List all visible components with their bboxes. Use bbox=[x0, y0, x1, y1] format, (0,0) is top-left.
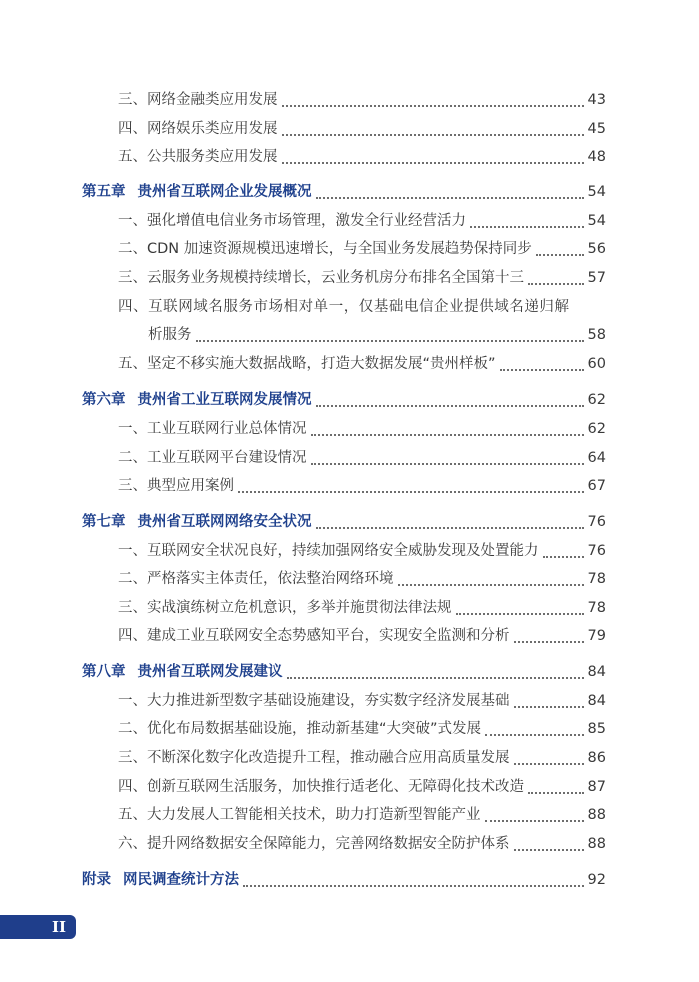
page-number: 54 bbox=[587, 184, 606, 200]
section-title: 二、CDN 加速资源规模迅速增长，与全国业务发展趋势保持同步 bbox=[118, 241, 532, 257]
leader-dots bbox=[514, 848, 584, 851]
page-number: 78 bbox=[587, 600, 606, 616]
section-title: 三、云服务业务规模持续增长，云业务机房分布排名全国第十三 bbox=[118, 270, 524, 286]
leader-dots bbox=[238, 490, 584, 493]
page-number: 79 bbox=[587, 628, 606, 644]
toc-section-entry[interactable] bbox=[0, 566, 606, 592]
leader-dots bbox=[282, 161, 584, 164]
page-number: 67 bbox=[587, 478, 606, 494]
page-number: 92 bbox=[587, 872, 606, 888]
chapter-number: 附录 bbox=[82, 872, 111, 888]
page-number: 64 bbox=[587, 450, 606, 466]
page-number: 88 bbox=[587, 807, 606, 823]
toc-chapter-entry[interactable] bbox=[0, 867, 606, 893]
section-title: 三、实战演练树立危机意识，多举并施贯彻法律法规 bbox=[118, 600, 452, 616]
toc-section-entry[interactable] bbox=[0, 538, 606, 564]
section-title: 六、提升网络数据安全保障能力，完善网络数据安全防护体系 bbox=[118, 836, 510, 852]
toc-section-entry[interactable] bbox=[0, 595, 606, 621]
section-title: 二、优化布局数据基础设施，推动新基建“大突破”式发展 bbox=[118, 721, 482, 737]
chapter-number: 第八章 bbox=[82, 664, 126, 680]
leader-dots bbox=[311, 462, 584, 465]
page-number: 54 bbox=[587, 213, 606, 229]
section-title: 二、工业互联网平台建设情况 bbox=[118, 450, 307, 466]
page-number: 45 bbox=[587, 121, 606, 137]
section-title: 四、创新互联网生活服务，加快推行适老化、无障碍化技术改造 bbox=[118, 779, 524, 795]
page-number: 43 bbox=[587, 92, 606, 108]
section-title: 四、网络娱乐类应用发展 bbox=[118, 121, 278, 137]
toc-section-entry[interactable] bbox=[0, 351, 606, 377]
leader-dots bbox=[543, 555, 584, 558]
leader-dots bbox=[196, 339, 584, 342]
page-number: 88 bbox=[587, 836, 606, 852]
section-title: 一、互联网安全状况良好，持续加强网络安全威胁发现及处置能力 bbox=[118, 543, 539, 559]
leader-dots bbox=[500, 368, 584, 371]
section-title: 析服务 bbox=[148, 327, 192, 343]
leader-dots bbox=[485, 819, 584, 822]
section-title: 一、大力推进新型数字基础设施建设，夯实数字经济发展基础 bbox=[118, 693, 510, 709]
page-number: 87 bbox=[587, 779, 606, 795]
page-number: 48 bbox=[587, 149, 606, 165]
section-title: 四、建成工业互联网安全态势感知平台，实现安全监测和分析 bbox=[118, 628, 510, 644]
chapter-title bbox=[82, 659, 283, 685]
page-number: 62 bbox=[587, 392, 606, 408]
page-number: 76 bbox=[587, 514, 606, 530]
page-number: 76 bbox=[587, 543, 606, 559]
toc-section-entry[interactable] bbox=[0, 144, 606, 170]
leader-dots bbox=[316, 404, 584, 407]
toc-section-entry[interactable] bbox=[0, 208, 606, 234]
section-title: 一、工业互联网行业总体情况 bbox=[118, 421, 307, 437]
leader-dots bbox=[514, 762, 584, 765]
leader-dots bbox=[282, 133, 584, 136]
toc-chapter-entry[interactable] bbox=[0, 179, 606, 205]
chapter-title bbox=[82, 509, 312, 535]
section-title: 五、大力发展人工智能相关技术，助力打造新型智能产业 bbox=[118, 807, 481, 823]
chapter-number: 第七章 bbox=[82, 514, 126, 530]
toc-section-entry[interactable] bbox=[0, 236, 606, 262]
chapter-title bbox=[82, 179, 312, 205]
leader-dots bbox=[456, 612, 584, 615]
leader-dots bbox=[398, 583, 584, 586]
leader-dots bbox=[316, 196, 584, 199]
chapter-label: 贵州省互联网发展建议 bbox=[137, 664, 283, 680]
toc-section-entry[interactable] bbox=[0, 802, 606, 828]
section-title: 五、公共服务类应用发展 bbox=[118, 149, 278, 165]
page-number: 62 bbox=[587, 421, 606, 437]
leader-dots bbox=[514, 640, 584, 643]
toc-section-entry[interactable] bbox=[0, 473, 606, 499]
leader-dots bbox=[514, 705, 584, 708]
section-title: 一、强化增值电信业务市场管理，激发全行业经营活力 bbox=[118, 213, 466, 229]
page-number: 78 bbox=[587, 571, 606, 587]
leader-dots bbox=[287, 676, 584, 679]
leader-dots bbox=[485, 733, 584, 736]
leader-dots bbox=[536, 253, 584, 256]
chapter-label: 贵州省工业互联网发展情况 bbox=[137, 392, 312, 408]
section-title: 三、典型应用案例 bbox=[118, 478, 234, 494]
page-number: 60 bbox=[587, 356, 606, 372]
page-number: 84 bbox=[587, 693, 606, 709]
toc-section-entry[interactable] bbox=[0, 87, 606, 113]
page-number: 56 bbox=[587, 241, 606, 257]
toc-section-entry[interactable] bbox=[0, 716, 606, 742]
chapter-number: 第六章 bbox=[82, 392, 126, 408]
leader-dots bbox=[528, 791, 584, 794]
chapter-title bbox=[82, 867, 239, 893]
chapter-label: 贵州省互联网网络安全状况 bbox=[137, 514, 312, 530]
leader-dots bbox=[316, 526, 584, 529]
toc-section-entry[interactable] bbox=[0, 774, 606, 800]
toc-chapter-entry[interactable] bbox=[0, 509, 606, 535]
page-number-badge: II bbox=[0, 915, 76, 939]
toc-section-entry[interactable] bbox=[0, 745, 606, 771]
toc-section-entry[interactable] bbox=[0, 688, 606, 714]
chapter-label: 网民调查统计方法 bbox=[123, 872, 239, 888]
page-number: 57 bbox=[587, 270, 606, 286]
toc-section-entry[interactable] bbox=[0, 831, 606, 857]
page-number: 86 bbox=[587, 750, 606, 766]
chapter-title bbox=[82, 387, 312, 413]
leader-dots bbox=[470, 225, 584, 228]
leader-dots bbox=[528, 282, 584, 285]
toc-section-entry[interactable] bbox=[0, 623, 606, 649]
page-number: 58 bbox=[587, 327, 606, 343]
section-title: 三、网络金融类应用发展 bbox=[118, 92, 278, 108]
leader-dots bbox=[243, 884, 584, 887]
toc-section-entry[interactable] bbox=[0, 265, 606, 291]
section-title: 五、坚定不移实施大数据战略，打造大数据发展“贵州样板” bbox=[118, 356, 496, 372]
toc-section-entry[interactable] bbox=[0, 416, 606, 442]
section-title: 二、严格落实主体责任，依法整治网络环境 bbox=[118, 571, 394, 587]
page-number: 84 bbox=[587, 664, 606, 680]
toc-section-entry[interactable] bbox=[0, 116, 606, 142]
toc-section-entry[interactable] bbox=[0, 322, 606, 348]
page-number: 85 bbox=[587, 721, 606, 737]
chapter-number: 第五章 bbox=[82, 184, 126, 200]
section-title: 三、不断深化数字化改造提升工程，推动融合应用高质量发展 bbox=[118, 750, 510, 766]
leader-dots bbox=[282, 104, 584, 107]
section-title: 四、互联网域名服务市场相对单一，仅基础电信企业提供域名递归解 bbox=[118, 299, 570, 315]
chapter-label: 贵州省互联网企业发展概况 bbox=[137, 184, 312, 200]
toc-chapter-entry[interactable] bbox=[0, 659, 606, 685]
toc-section-entry[interactable] bbox=[0, 294, 606, 320]
toc-section-entry[interactable] bbox=[0, 445, 606, 471]
toc-chapter-entry[interactable] bbox=[0, 387, 606, 413]
leader-dots bbox=[311, 433, 584, 436]
